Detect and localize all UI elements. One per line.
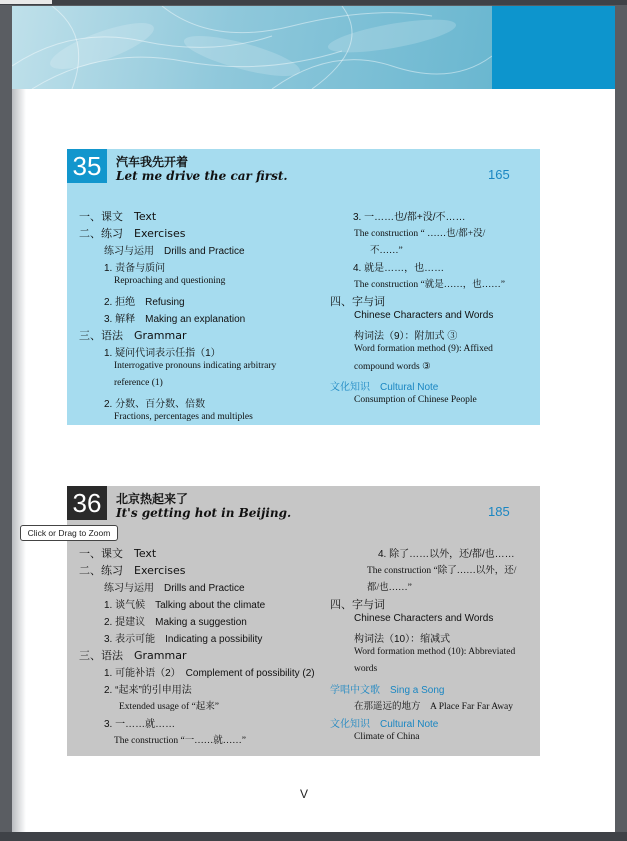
toc-entry[interactable]: 2. 提建议 Making a suggestion bbox=[104, 617, 247, 628]
header-color-block bbox=[492, 6, 615, 89]
toc-entry: Word formation method (9): Affixed bbox=[354, 344, 493, 354]
toc-entry[interactable]: 1. 可能补语（2） Complement of possibility (2) bbox=[104, 668, 315, 679]
toc-entry[interactable]: 4. 除了……以外，还/都/也…… bbox=[378, 549, 515, 560]
toc-entry[interactable]: 一、课文 Text bbox=[79, 547, 157, 560]
toc-entry[interactable]: Chinese Characters and Words bbox=[354, 613, 494, 624]
toc-entry[interactable]: 文化知识 Cultural Note bbox=[330, 719, 439, 730]
toc-entry[interactable]: 4. 就是……，也…… bbox=[353, 263, 445, 274]
toc-entry[interactable]: 三、语法 Grammar bbox=[79, 649, 187, 662]
toc-entry: reference (1) bbox=[114, 378, 163, 388]
toc-entry[interactable]: 构词法（10）：缩减式 bbox=[354, 634, 451, 645]
toc-entry[interactable]: 二、练习 Exercises bbox=[79, 227, 186, 240]
toc-entry[interactable]: 3. 一……也/都+没/不…… bbox=[353, 212, 466, 223]
toc-entry: Fractions, percentages and multiples bbox=[114, 412, 253, 422]
viewer-top-bar bbox=[0, 0, 627, 5]
toc-entry[interactable]: 四、字与词 bbox=[330, 598, 385, 611]
viewer-bottom-bar bbox=[0, 832, 627, 841]
toc-entry[interactable]: 学唱中文歌 Sing a Song bbox=[330, 685, 445, 696]
lesson-number: 36 bbox=[67, 486, 107, 520]
toc-entry[interactable]: 1. 谈气候 Talking about the climate bbox=[104, 600, 266, 611]
toc-entry[interactable]: 1. 责备与质问 bbox=[104, 263, 166, 274]
toc-entry[interactable]: 1. 疑问代词表示任指（1） bbox=[104, 348, 221, 359]
toc-entry: Consumption of Chinese People bbox=[354, 395, 477, 405]
page-number[interactable]: 185 bbox=[488, 504, 510, 519]
book-page[interactable] bbox=[12, 6, 615, 832]
lesson-36-card bbox=[67, 486, 540, 756]
lesson-title-en: Let me drive the car first. bbox=[116, 169, 288, 183]
leaf-pattern bbox=[12, 6, 492, 89]
toc-entry[interactable]: 练习与运用 Drills and Practice bbox=[104, 583, 245, 594]
lesson-title-en: It's getting hot in Beijing. bbox=[116, 506, 292, 520]
toc-entry[interactable]: Chinese Characters and Words bbox=[354, 310, 494, 321]
toc-entry[interactable]: 2. 分数、百分数、倍数 bbox=[104, 399, 206, 410]
toc-entry: words bbox=[354, 664, 378, 674]
toc-entry[interactable]: 3. 解释 Making an explanation bbox=[104, 314, 246, 325]
header-banner bbox=[12, 6, 492, 89]
viewer-tab[interactable] bbox=[0, 0, 52, 4]
toc-entry: Climate of China bbox=[354, 732, 420, 742]
toc-entry[interactable]: 2. 拒绝 Refusing bbox=[104, 297, 185, 308]
toc-entry[interactable]: 3. 一……就…… bbox=[104, 719, 176, 730]
toc-entry: The construction “就是……，也……” bbox=[354, 280, 505, 290]
lesson-35-card bbox=[67, 149, 540, 425]
lesson-number: 35 bbox=[67, 149, 107, 183]
toc-entry: The construction “一……就……” bbox=[114, 736, 246, 746]
page-number[interactable]: 165 bbox=[488, 167, 510, 182]
toc-entry: 不……” bbox=[370, 246, 403, 256]
page-gutter-shadow bbox=[12, 6, 26, 832]
toc-entry[interactable]: 3. 表示可能 Indicating a possibility bbox=[104, 634, 263, 645]
toc-entry[interactable]: 构词法（9）：附加式 ③ bbox=[354, 331, 458, 342]
toc-entry: Reproaching and questioning bbox=[114, 276, 226, 286]
lesson-title-zh: 汽车我先开着 bbox=[116, 155, 189, 169]
toc-entry[interactable]: 一、课文 Text bbox=[79, 210, 157, 223]
lesson-title-zh: 北京热起来了 bbox=[116, 492, 189, 506]
toc-entry[interactable]: 四、字与词 bbox=[330, 295, 385, 308]
toc-entry[interactable]: 练习与运用 Drills and Practice bbox=[104, 246, 245, 257]
toc-entry: The construction “除了……以外，还/ bbox=[367, 566, 517, 576]
toc-entry[interactable]: 2. “起来”的引申用法 bbox=[104, 685, 192, 696]
toc-entry[interactable]: 三、语法 Grammar bbox=[79, 329, 187, 342]
toc-entry: 都/也……” bbox=[367, 583, 412, 593]
toc-entry[interactable]: 二、练习 Exercises bbox=[79, 564, 186, 577]
toc-entry[interactable]: 文化知识 Cultural Note bbox=[330, 382, 439, 393]
toc-entry: The construction “ ……也/都+没/ bbox=[354, 229, 486, 239]
toc-entry: Word formation method (10): Abbreviated bbox=[354, 647, 516, 657]
toc-entry: 在那遥远的地方 A Place Far Far Away bbox=[354, 702, 514, 712]
toc-entry: compound words ③ bbox=[354, 362, 431, 372]
toc-entry: Interrogative pronouns indicating arbitrary bbox=[114, 361, 277, 371]
zoom-tooltip: Click or Drag to Zoom bbox=[20, 525, 118, 541]
toc-entry: Extended usage of “起来” bbox=[119, 702, 219, 712]
page-footer-number: V bbox=[300, 787, 309, 801]
